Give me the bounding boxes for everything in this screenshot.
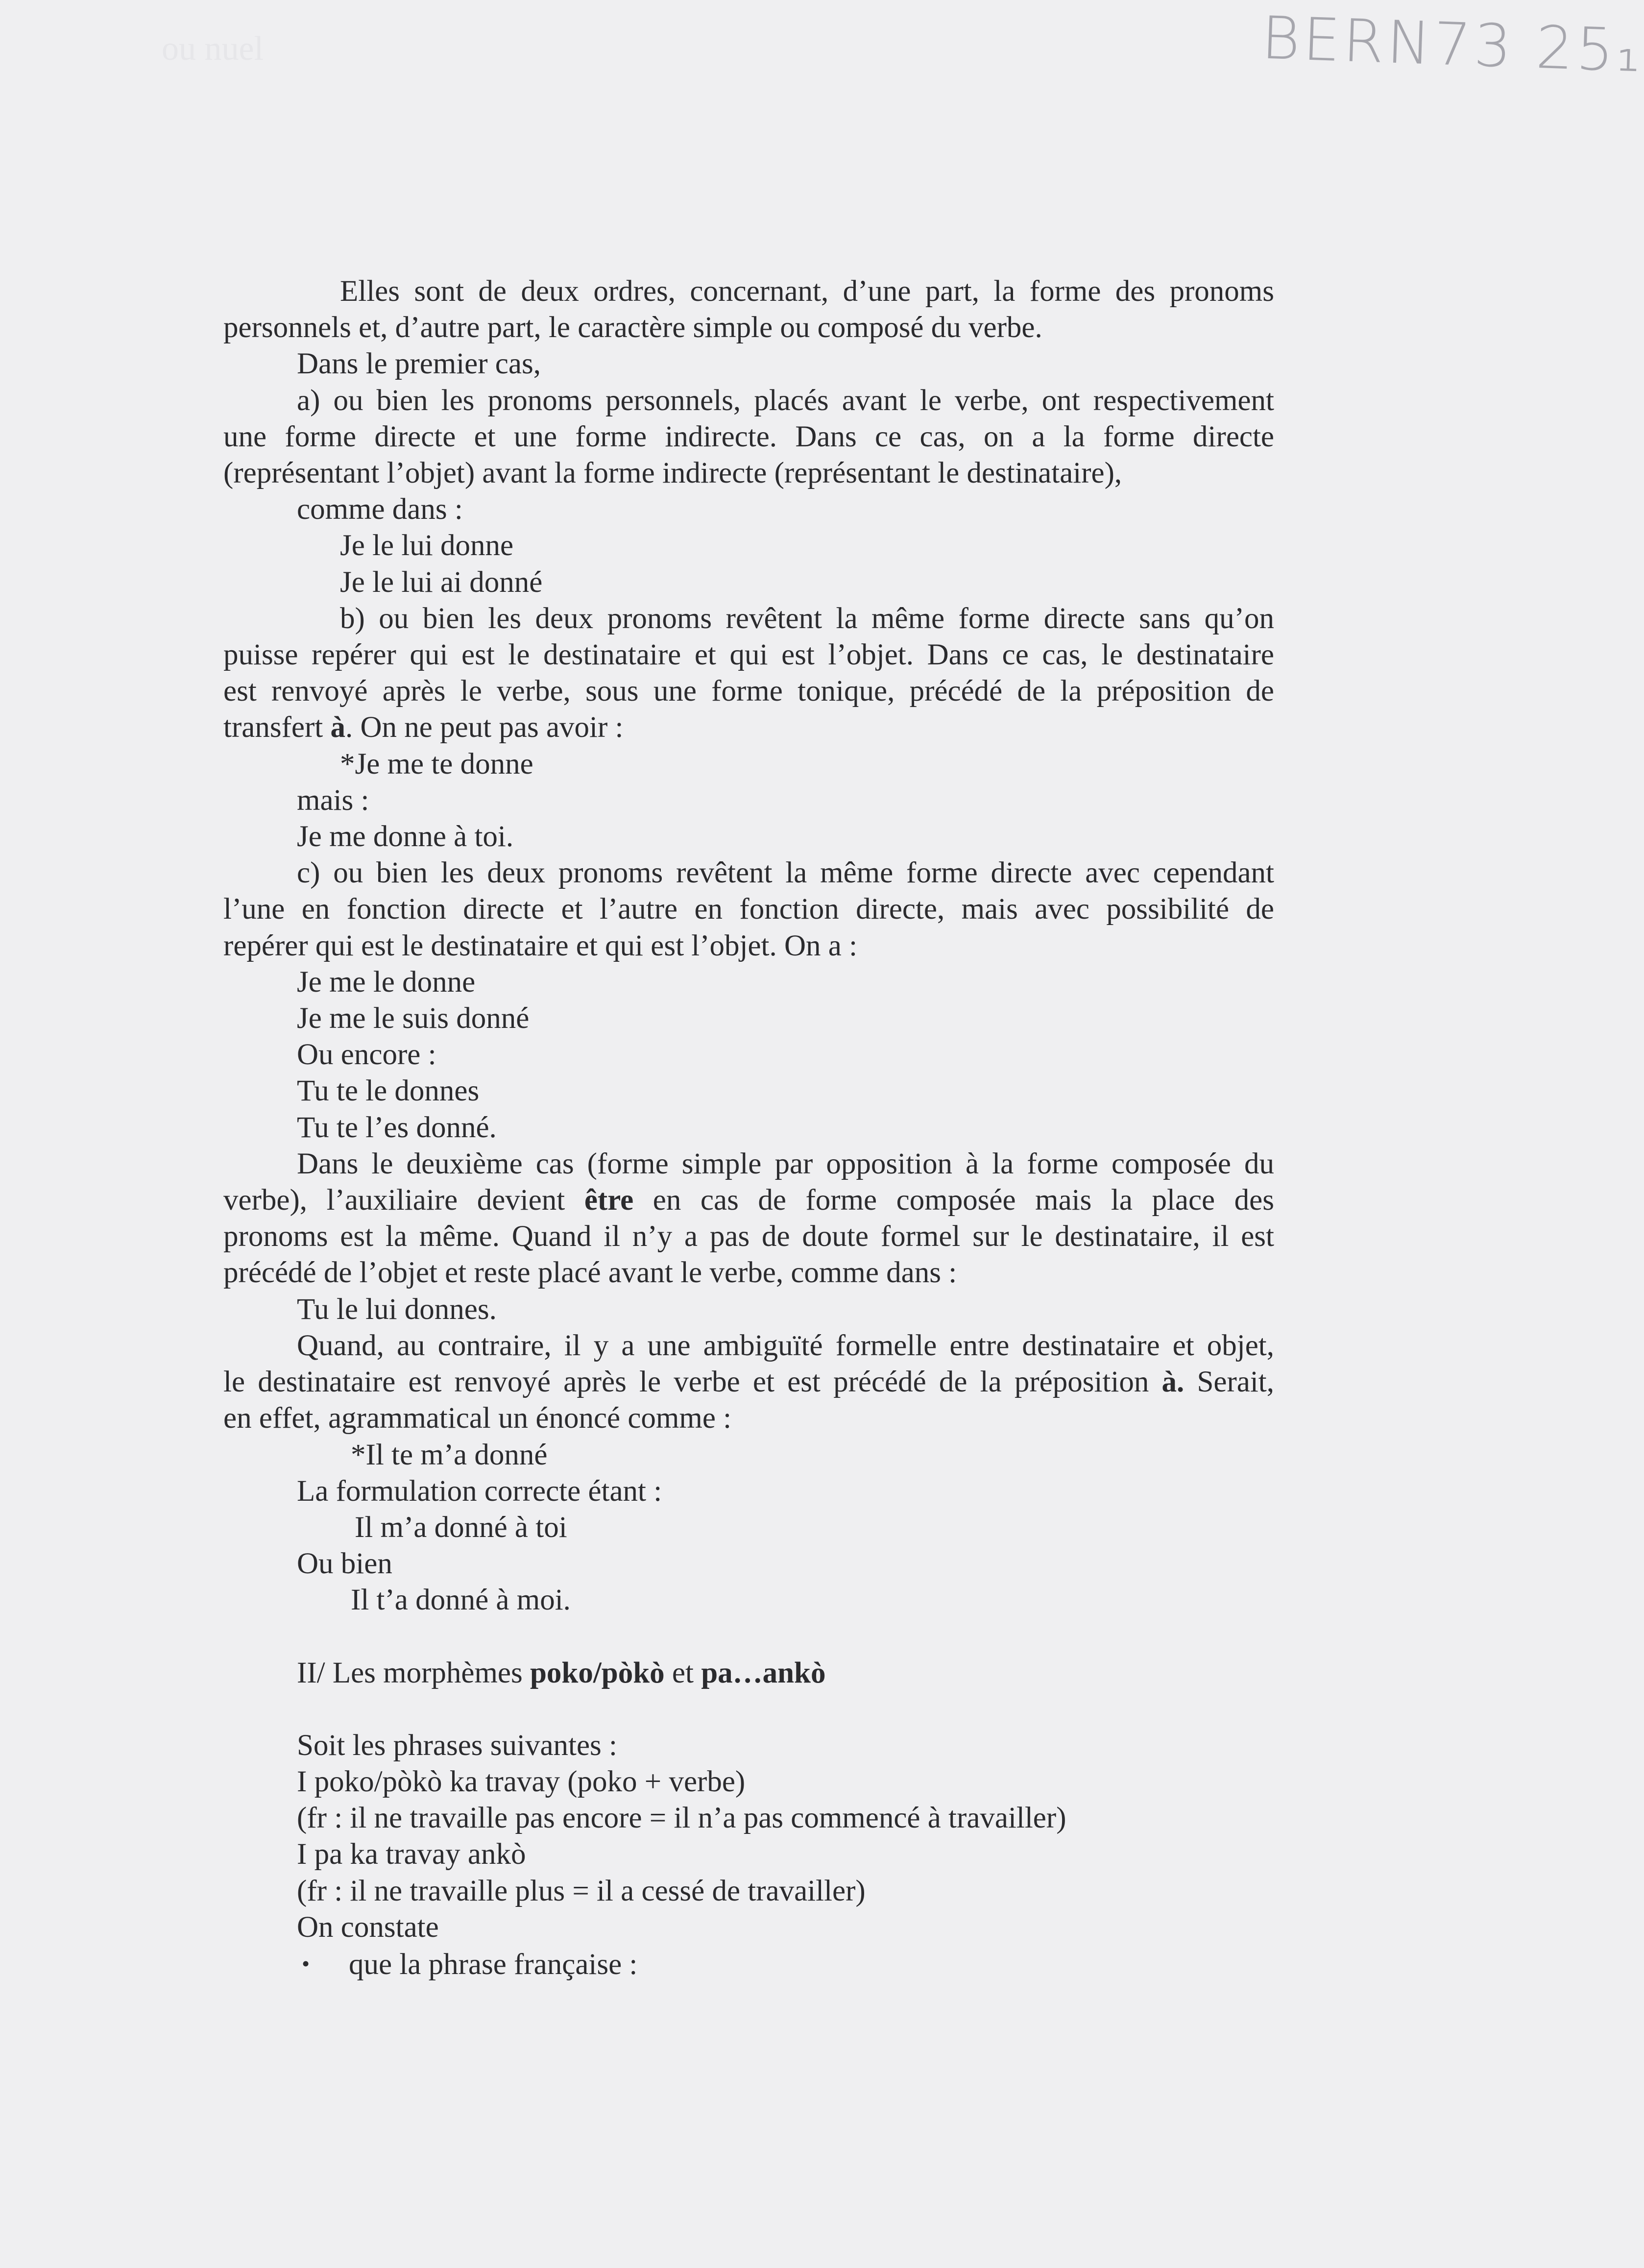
translation-line: (fr : il ne travaille pas encore = il n’a pas commencé à travailler) xyxy=(297,1802,1066,1835)
blank-line xyxy=(223,1691,1274,1728)
text-line: comme dans : xyxy=(297,493,463,526)
text-line: On constate xyxy=(297,1910,439,1944)
handwritten-archive-reference: BERN73 25₁ xyxy=(1260,4,1644,86)
text-line: puisse repérer qui est le destinataire et qui est l’objet. Dans ce cas, le destinataire xyxy=(223,638,1274,672)
text-line: Quand, au contraire, il y a une ambiguïté formelle entre destinataire et objet, xyxy=(297,1329,1274,1362)
text-line: une forme directe et une forme indirecte. Dans ce cas, on a la forme directe xyxy=(223,420,1274,453)
text-line: verbe), l’auxiliaire devient être en cas de forme composée mais la place des xyxy=(223,1184,1274,1217)
example-line: Tu te le donnes xyxy=(297,1074,480,1108)
bold-term: poko/pòkò xyxy=(530,1656,665,1689)
example-line: Il t’a donné à moi. xyxy=(351,1584,571,1617)
example-line: Je me le donne xyxy=(297,965,476,999)
example-line: Je le lui donne xyxy=(340,529,514,562)
text-line: précédé de l’objet et reste placé avant le verbe, comme dans : xyxy=(223,1256,957,1290)
example-line: Il m’a donné à toi xyxy=(355,1511,567,1544)
text-line: repérer qui est le destinataire et qui est l’objet. On a : xyxy=(223,929,858,962)
text-line: c) ou bien les deux pronoms revêtent la même forme directe avec cependant xyxy=(297,856,1274,890)
text-line: le destinataire est renvoyé après le verbe et est précédé de la préposition à. Serait, xyxy=(223,1366,1274,1399)
section-heading: II/ Les morphèmes poko/pòkò et pa…ankò xyxy=(297,1656,826,1689)
text-line: transfert à. On ne peut pas avoir : xyxy=(223,711,624,744)
document-body xyxy=(223,273,1274,1983)
text-line: en effet, agrammatical un énoncé comme : xyxy=(223,1402,732,1435)
bold-term: pa…ankò xyxy=(701,1656,826,1689)
text-line: a) ou bien les pronoms personnels, placés avant le verbe, ont respectivement xyxy=(297,384,1274,417)
example-line: Je me donne à toi. xyxy=(297,820,514,854)
text-line: Ou bien xyxy=(297,1547,392,1581)
text-line: personnels et, d’autre part, le caractère simple ou composé du verbe. xyxy=(223,311,1042,344)
example-line: I poko/pòkò ka travay (poko + verbe) xyxy=(297,1765,746,1798)
text-line: Elles sont de deux ordres, concernant, d’une part, la forme des pronoms xyxy=(340,275,1274,308)
example-line: Tu te l’es donné. xyxy=(297,1111,497,1144)
text-line: Dans le premier cas, xyxy=(297,347,541,381)
example-line: *Je me te donne xyxy=(340,747,533,780)
example-line: Tu le lui donnes. xyxy=(297,1293,497,1326)
example-line: *Il te m’a donné xyxy=(351,1438,548,1471)
translation-line: (fr : il ne travaille plus = il a cessé de travailler) xyxy=(297,1874,866,1907)
text-line: l’une en fonction directe et l’autre en fonction directe, mais avec possibilité de xyxy=(223,893,1274,926)
text-line: (représentant l’objet) avant la forme indirecte (représentant le destinataire), xyxy=(223,457,1122,490)
text-line: b) ou bien les deux pronoms revêtent la même forme directe sans qu’on xyxy=(340,602,1274,635)
text-line: Dans le deuxième cas (forme simple par opposition à la forme composée du xyxy=(297,1147,1274,1180)
text-line: La formulation correcte étant : xyxy=(297,1474,662,1508)
example-line: I pa ka travay ankò xyxy=(297,1838,526,1871)
text-line: est renvoyé après le verbe, sous une forme tonique, précédé de la préposition de xyxy=(223,675,1274,708)
text-line: Soit les phrases suivantes : xyxy=(297,1729,617,1762)
bold-term: être xyxy=(584,1184,634,1217)
bullet-icon: • xyxy=(302,1951,310,1976)
example-line: Je le lui ai donné xyxy=(340,565,543,599)
bold-term: à. xyxy=(1161,1366,1185,1399)
bold-term: à xyxy=(330,711,345,744)
bullet-item: • que la phrase française : xyxy=(223,1946,1274,1983)
text-line: pronoms est la même. Quand il n’y a pas de doute formel sur le destinataire, il est xyxy=(223,1220,1274,1253)
example-line: Je me le suis donné xyxy=(297,1002,530,1035)
text-line: mais : xyxy=(297,783,369,817)
text-line: Ou encore : xyxy=(297,1038,436,1072)
blank-line xyxy=(223,1619,1274,1655)
faint-bleedthrough-text: ou nuel xyxy=(162,30,264,68)
